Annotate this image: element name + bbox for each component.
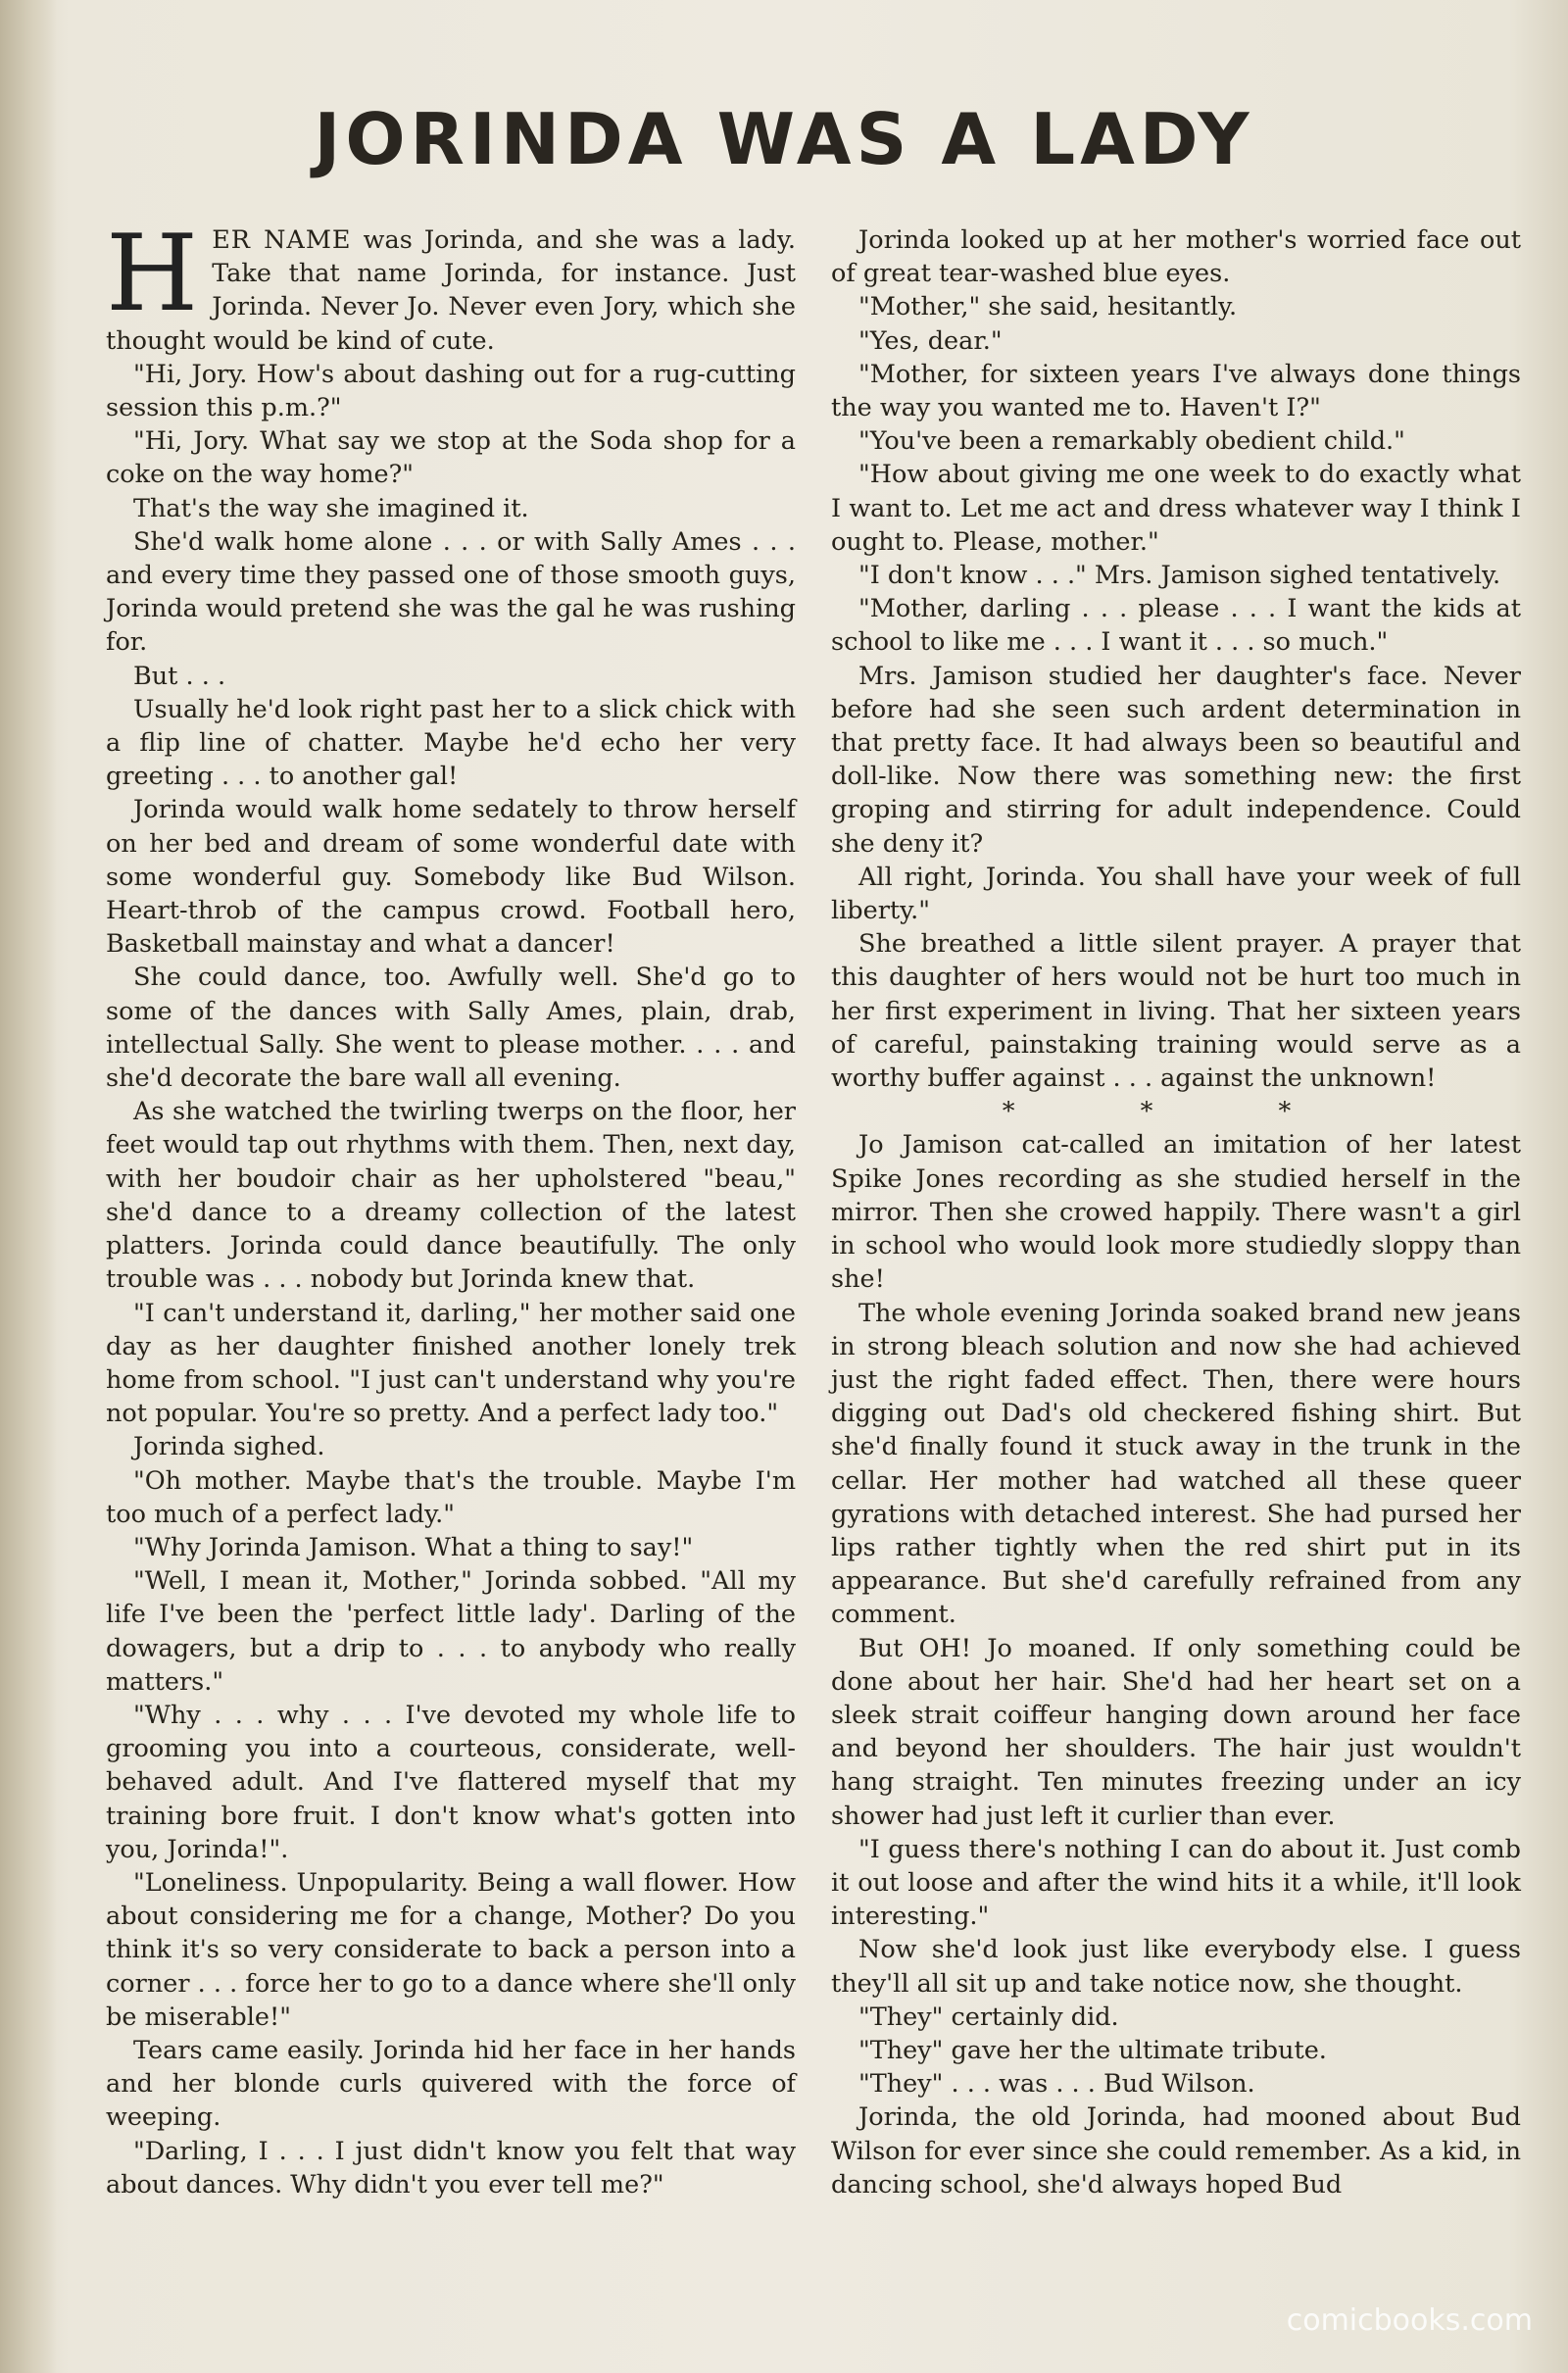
paragraph: "Well, I mean it, Mother," Jorinda sobbed. "All my life I've been the 'perfect little lady'. Darling of the dowagers, but a drip to . . . to anybody who really matters." (106, 1566, 796, 1697)
paragraph: Tears came easily. Jorinda hid her face in her hands and her blonde curls quivered with the force of weeping. (106, 2035, 796, 2133)
paragraph: "Yes, dear." (858, 325, 1003, 356)
drop-cap: H (106, 213, 199, 335)
paragraph: "Why Jorinda Jamison. What a thing to say!" (133, 1532, 694, 1562)
paragraph: "Why . . . why . . . I've devoted my whole life to grooming you into a courteous, considerate, well-behaved adult. And I've flattered myself that my training bore fruit. I don't know what's gotten into you, Jorinda!". (106, 1700, 796, 1864)
paragraph: "Mother, darling . . . please . . . I want the kids at school to like me . . . I want it . . . so much." (831, 594, 1521, 658)
story-title: JORINDA WAS A LADY (314, 98, 1254, 180)
paragraph: "Mother, for sixteen years I've always done things the way you wanted me to. Haven't I?" (831, 359, 1521, 423)
paragraph: "Darling, I . . . I just didn't know you felt that way about dances. Why didn't you ever tell me?" (106, 2136, 796, 2200)
paragraph: "I don't know . . ." Mrs. Jamison sighed tentatively. (858, 561, 1501, 591)
paragraph: Usually he'd look right past her to a slick chick with a flip line of chatter. Maybe he'd echo her very greeting . . . to another gal! (106, 694, 796, 792)
paragraph: Jo Jamison cat-called an imitation of her latest Spike Jones recording as she studied herself in the mirror. Then she crowed happily. There wasn't a girl in school who would look more studiedly sloppy than she! (831, 1130, 1521, 1295)
paragraph: That's the way she imagined it. (133, 493, 529, 523)
source-watermark: comicbooks.com (1286, 2303, 1533, 2338)
paragraph: "I guess there's nothing I can do about it. Just comb it out loose and after the wind hits it a while, it'll look interesting." (831, 1834, 1521, 1932)
opening-text: was Jorinda, and she was a lady. Take that name Jorinda, for instance. Just Jorinda. Never Jo. Never even Jory, which she thought would be kind of cute. (106, 225, 797, 356)
paragraph: The whole evening Jorinda soaked brand new jeans in strong bleach solution and now she had achieved just the right faded effect. Then, there were hours digging out Dad's old checkered fishing shirt. But she'd finally found it stuck away in the trunk in the cellar. Her mother had watched all these queer gyrations with detached interest. She had pursed her lips rather tightly when the red shirt put in its appearance. But she'd carefully refrained from any comment. (831, 1298, 1521, 1630)
section-break: * * * (1002, 1097, 1350, 1127)
paragraph: "I can't understand it, darling," her mother said one day as her daughter finished another lonely trek home from school. "I just can't understand why you're not popular. You're so pretty. And a perfect lady too." (106, 1298, 796, 1429)
paragraph: "Mother," she said, hesitantly. (858, 292, 1238, 322)
paragraph: But . . . (133, 661, 226, 691)
paragraph: "Hi, Jory. How's about dashing out for a rug-cutting session this p.m.?" (106, 359, 796, 423)
paragraph: She could dance, too. Awfully well. She'd go to some of the dances with Sally Ames, plain, drab, intellectual Sally. She went to please mother. . . . and she'd decorate the bare wall all evening. (106, 963, 796, 1094)
right-text-column (831, 223, 1521, 2201)
paragraph: Jorinda, the old Jorinda, had mooned about Bud Wilson for ever since she could remember. As a kid, in dancing school, she'd always hoped Bud (831, 2102, 1521, 2200)
paragraph: Jorinda would walk home sedately to throw herself on her bed and dream of some wonderful date with some wonderful guy. Somebody like Bud Wilson. Heart-throb of the campus crowd. Football hero, Basketball mainstay and what a dancer! (106, 795, 796, 960)
paragraph: "Loneliness. Unpopularity. Being a wall flower. How about considering me for a change, Mother? Do you think it's so very considerate to back a person into a corner . . . force her to go to a dance where she'll only be miserable!" (106, 1867, 796, 2032)
left-text-column (106, 213, 797, 2201)
paragraph: "Oh mother. Maybe that's the trouble. Maybe I'm too much of a perfect lady." (106, 1465, 796, 1529)
paragraph: "They" gave her the ultimate tribute. (858, 2035, 1327, 2065)
paragraph: Jorinda sighed. (133, 1432, 325, 1462)
paragraph: All right, Jorinda. You shall have your week of full liberty." (831, 862, 1521, 926)
paragraph: "They" certainly did. (858, 2002, 1119, 2032)
paragraph: "They" . . . was . . . Bud Wilson. (858, 2069, 1255, 2100)
paragraph: "How about giving me one week to do exactly what I want to. Let me act and dress whatever way I think I ought to. Please, mother." (831, 460, 1521, 557)
opening-paragraph (106, 213, 797, 358)
paragraph: "Hi, Jory. What say we stop at the Soda shop for a coke on the way home?" (106, 426, 796, 490)
paragraph: Jorinda looked up at her mother's worried face out of great tear-washed blue eyes. (831, 225, 1521, 289)
paragraph: She'd walk home alone . . . or with Sally Ames . . . and every time they passed one of those smooth guys, Jorinda would pretend she was the gal he was rushing for. (106, 526, 796, 658)
paragraph: As she watched the twirling twerps on the floor, her feet would tap out rhythms with them. Then, next day, with her boudoir chair as her upholstered "beau," she'd dance to a dreamy collection of the latest platters. Jorinda could dance beautifully. The only trouble was . . . nobody but Jorinda knew that. (106, 1097, 796, 1295)
lead-in-caps: ER NAME (212, 225, 352, 255)
binding-shadow (0, 0, 57, 2373)
paragraph: Mrs. Jamison studied her daughter's face. Never before had she seen such ardent determination in that pretty face. It had always been so beautiful and doll-like. Now there was something new: the first groping and stirring for adult independence. Could she deny it? (831, 661, 1521, 859)
paragraph: She breathed a little silent prayer. A prayer that this daughter of hers would not be hurt too much in her first experiment in living. That her sixteen years of careful, painstaking training would serve as a worthy buffer against . . . against the unknown! (831, 929, 1521, 1094)
paragraph: Now she'd look just like everybody else. I guess they'll all sit up and take notice now, she thought. (831, 1935, 1521, 1999)
paragraph: But OH! Jo moaned. If only something could be done about her hair. She'd had her heart set on a sleek strait coiffeur hanging down around her face and beyond her shoulders. The hair just wouldn't hang straight. Ten minutes freezing under an icy shower had just left it curlier than ever. (831, 1633, 1521, 1831)
paragraph: "You've been a remarkably obedient child." (858, 426, 1405, 457)
